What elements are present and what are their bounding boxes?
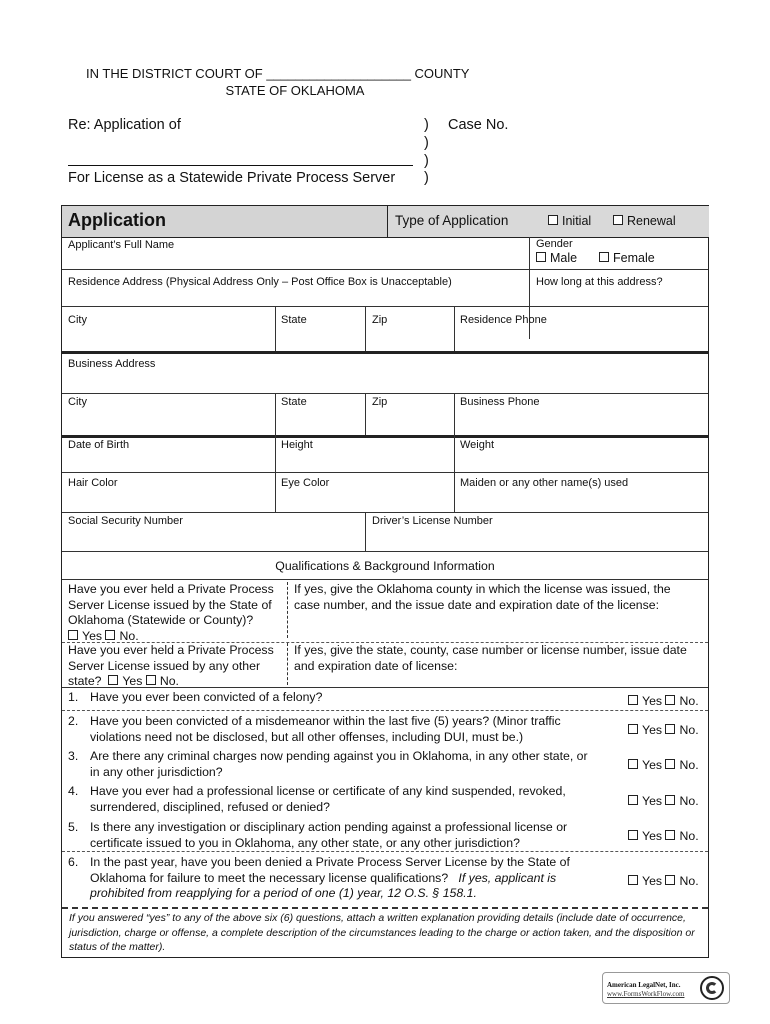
question-line: Server License issued by any other bbox=[68, 658, 261, 673]
if-yes-line: If yes, give the state, county, case number or license number, issue date bbox=[294, 643, 687, 657]
question-line: surrendered, disciplined, refused or denied? bbox=[90, 799, 330, 814]
male-label: Male bbox=[550, 251, 578, 265]
dashed-row-divider bbox=[62, 710, 708, 711]
application-title: Application bbox=[68, 210, 166, 230]
drivers-license-label: Driver’s License Number bbox=[372, 515, 493, 527]
question-line: state? bbox=[68, 674, 102, 688]
question-6-number: 6. bbox=[68, 855, 79, 869]
column-divider bbox=[454, 393, 455, 435]
question-4-yes-no bbox=[628, 794, 699, 808]
row-divider bbox=[62, 551, 708, 552]
type-of-application-label: Type of Application bbox=[395, 213, 509, 228]
re-application-of: Re: Application of bbox=[68, 117, 181, 133]
gender-label: Gender bbox=[536, 238, 573, 250]
row-divider bbox=[62, 393, 708, 394]
question-line: Server License issued by the State of bbox=[68, 597, 272, 612]
residence-state-label: State bbox=[281, 314, 307, 326]
other-state-license-question bbox=[68, 643, 284, 690]
column-divider bbox=[365, 306, 366, 351]
application-header-bar bbox=[62, 206, 708, 238]
yes-label: Yes bbox=[642, 758, 663, 772]
question-line: in any other jurisdiction? bbox=[90, 764, 223, 779]
if-yes-line: case number, and the issue date and expiration date of the license: bbox=[294, 597, 660, 612]
caption-paren: ) bbox=[424, 170, 429, 186]
q1-no-checkbox[interactable] bbox=[665, 695, 675, 705]
yes-label: Yes bbox=[642, 694, 663, 708]
no-label: No. bbox=[679, 723, 699, 737]
initial-option[interactable] bbox=[548, 214, 591, 228]
no-label: No. bbox=[159, 674, 179, 688]
no-label: No. bbox=[679, 829, 699, 843]
question-line: Have you ever held a Private Process bbox=[68, 643, 274, 657]
question-2-yes-no bbox=[628, 723, 699, 737]
question-2-text bbox=[90, 714, 610, 745]
applicant-name-line[interactable] bbox=[68, 165, 413, 166]
male-option[interactable] bbox=[536, 251, 577, 265]
oklahoma-if-yes-text bbox=[294, 582, 704, 613]
question-4-number: 4. bbox=[68, 784, 79, 798]
row-divider bbox=[62, 579, 708, 580]
question-4-text bbox=[90, 784, 610, 815]
question-line: certificate issued to you in Oklahoma, any other state, or any other jurisdiction? bbox=[90, 835, 520, 850]
q4-no-checkbox[interactable] bbox=[665, 795, 675, 805]
row-divider bbox=[62, 306, 708, 307]
question-3-text bbox=[90, 749, 610, 780]
business-address-label: Business Address bbox=[68, 358, 156, 370]
q5-no-checkbox[interactable] bbox=[665, 830, 675, 840]
question-2-number: 2. bbox=[68, 714, 79, 728]
q3-yes-checkbox[interactable] bbox=[628, 759, 638, 769]
caption-paren: ) bbox=[424, 153, 429, 169]
explanation-note: If you answered “yes” to any of the above six (6) questions, attach a written explanation providing details (include date of occurrence, jurisdiction, charge or offense, a complete description of the circumstances leading to the charge or action taken, and the disposition or status of the matter). bbox=[69, 912, 695, 953]
other-state-if-yes-text bbox=[294, 643, 704, 674]
row-divider bbox=[62, 269, 708, 270]
question-line-part: Oklahoma for failure to meet the necessary license qualifications? bbox=[90, 870, 449, 885]
question-line bbox=[90, 871, 610, 887]
question-line: Have you ever had a professional license or certificate of any kind suspended, revoked, bbox=[90, 784, 566, 798]
oklahoma-no-checkbox[interactable] bbox=[105, 630, 115, 640]
question-line: violations need not be disclosed, but all other offenses, including DUI, must be.) bbox=[90, 729, 524, 744]
dashed-divider bbox=[287, 643, 288, 685]
initial-checkbox[interactable] bbox=[548, 215, 558, 225]
renewal-option[interactable] bbox=[613, 214, 676, 228]
application-form bbox=[61, 205, 709, 958]
question-line: Are there any criminal charges now pending against you in Oklahoma, in any other state, or bbox=[90, 749, 588, 763]
business-phone-label: Business Phone bbox=[460, 396, 540, 408]
no-label: No. bbox=[679, 694, 699, 708]
weight-label: Weight bbox=[460, 439, 495, 451]
question-line: Is there any investigation or disciplinary action pending against a professional license or bbox=[90, 820, 568, 834]
oklahoma-yes-checkbox[interactable] bbox=[68, 630, 78, 640]
dob-label: Date of Birth bbox=[68, 439, 130, 451]
question-5-yes-no bbox=[628, 829, 699, 843]
female-label: Female bbox=[613, 251, 655, 265]
caption-paren: ) bbox=[424, 135, 429, 151]
female-option[interactable] bbox=[599, 251, 655, 265]
maiden-name-label: Maiden or any other name(s) used bbox=[460, 477, 629, 489]
q1-yes-checkbox[interactable] bbox=[628, 695, 638, 705]
dashed-row-divider bbox=[62, 907, 708, 909]
business-zip-label: Zip bbox=[372, 396, 388, 408]
footer-text bbox=[607, 981, 684, 999]
column-divider bbox=[275, 393, 276, 435]
question-3-number: 3. bbox=[68, 749, 79, 763]
dashed-divider bbox=[287, 582, 288, 638]
eye-color-label: Eye Color bbox=[281, 477, 330, 489]
question-line: In the past year, have you been denied a Private Process Server License by the State of bbox=[90, 855, 570, 869]
height-label: Height bbox=[281, 439, 313, 451]
case-number-label: Case No. bbox=[448, 117, 509, 133]
business-city-label: City bbox=[68, 396, 87, 408]
column-divider bbox=[365, 512, 366, 551]
q4-yes-checkbox[interactable] bbox=[628, 795, 638, 805]
column-divider bbox=[454, 435, 455, 513]
full-name-label: Applicant’s Full Name bbox=[68, 239, 175, 251]
residence-city-label: City bbox=[68, 314, 87, 326]
initial-label: Initial bbox=[562, 214, 592, 228]
residence-phone-label: Residence Phone bbox=[460, 314, 547, 326]
q2-yes-checkbox[interactable] bbox=[628, 724, 638, 734]
other-state-no-checkbox[interactable] bbox=[146, 675, 156, 685]
caption-paren: ) bbox=[424, 117, 429, 133]
other-state-yes-checkbox[interactable] bbox=[108, 675, 118, 685]
question-line: Oklahoma (Statewide or County)? bbox=[68, 613, 254, 627]
question-line: prohibited from reapplying for a period of one (1) year, 12 O.S. § 158.1. bbox=[90, 886, 477, 900]
court-heading: IN THE DISTRICT COURT OF ____________________ COUNTY bbox=[86, 66, 470, 81]
q6-no-checkbox[interactable] bbox=[665, 875, 675, 885]
dashed-row-divider bbox=[62, 851, 708, 852]
no-label: No. bbox=[679, 758, 699, 772]
row-divider bbox=[62, 472, 708, 473]
qualifications-heading: Qualifications & Background Information bbox=[275, 559, 495, 573]
oklahoma-license-question bbox=[68, 582, 284, 644]
q3-no-checkbox[interactable] bbox=[665, 759, 675, 769]
ssn-label: Social Security Number bbox=[68, 515, 183, 527]
question-1-number: 1. bbox=[68, 690, 79, 704]
row-divider bbox=[62, 687, 708, 688]
yes-label: Yes bbox=[642, 723, 663, 737]
yes-label: Yes bbox=[642, 829, 663, 843]
no-label: No. bbox=[679, 794, 699, 808]
section-divider bbox=[62, 351, 708, 354]
residence-address-label: Residence Address (Physical Address Only – Post Office Box is Unacceptable) bbox=[68, 276, 452, 288]
if-yes-line: If yes, give the Oklahoma county in which the license was issued, the bbox=[294, 582, 671, 596]
no-label: No. bbox=[679, 874, 699, 888]
question-1-text: Have you ever been convicted of a felony? bbox=[90, 690, 323, 704]
column-divider bbox=[365, 393, 366, 435]
female-checkbox[interactable] bbox=[599, 252, 609, 262]
male-checkbox[interactable] bbox=[536, 252, 546, 262]
question-6-text bbox=[90, 855, 610, 902]
row-divider bbox=[62, 512, 708, 513]
section-divider bbox=[62, 435, 708, 438]
state-heading: STATE OF OKLAHOMA bbox=[225, 83, 365, 98]
q2-no-checkbox[interactable] bbox=[665, 724, 675, 734]
yes-label: Yes bbox=[642, 874, 663, 888]
company-url[interactable]: www.FormsWorkFlow.com bbox=[607, 990, 685, 998]
question-3-yes-no bbox=[628, 758, 699, 772]
application-type-cell bbox=[387, 206, 709, 237]
question-5-number: 5. bbox=[68, 820, 79, 834]
no-label: No. bbox=[119, 628, 139, 643]
for-license-caption: For License as a Statewide Private Process Server bbox=[68, 170, 396, 186]
business-state-label: State bbox=[281, 396, 307, 408]
yes-label: Yes bbox=[82, 628, 103, 643]
question-1-yes-no bbox=[628, 694, 699, 708]
question-line: Have you been convicted of a misdemeanor within the last five (5) years? (Minor traffic bbox=[90, 714, 561, 728]
renewal-checkbox[interactable] bbox=[613, 215, 623, 225]
renewal-label: Renewal bbox=[627, 214, 676, 228]
yes-label: Yes bbox=[122, 674, 143, 688]
residence-zip-label: Zip bbox=[372, 314, 388, 326]
company-name: American LegalNet, Inc. bbox=[607, 981, 681, 989]
yes-label: Yes bbox=[642, 794, 663, 808]
legalnet-logo-icon bbox=[700, 976, 724, 1000]
hair-color-label: Hair Color bbox=[68, 477, 118, 489]
q5-yes-checkbox[interactable] bbox=[628, 830, 638, 840]
question-6-yes-no bbox=[628, 874, 699, 888]
how-long-label: How long at this address? bbox=[536, 276, 663, 288]
q6-yes-checkbox[interactable] bbox=[628, 875, 638, 885]
question-5-text bbox=[90, 820, 610, 851]
question-line: Have you ever held a Private Process bbox=[68, 582, 274, 596]
if-yes-line: and expiration date of license: bbox=[294, 658, 458, 673]
column-divider bbox=[275, 306, 276, 351]
column-divider bbox=[454, 306, 455, 351]
column-divider bbox=[275, 435, 276, 513]
if-yes-italic: If yes, applicant is bbox=[458, 870, 557, 885]
